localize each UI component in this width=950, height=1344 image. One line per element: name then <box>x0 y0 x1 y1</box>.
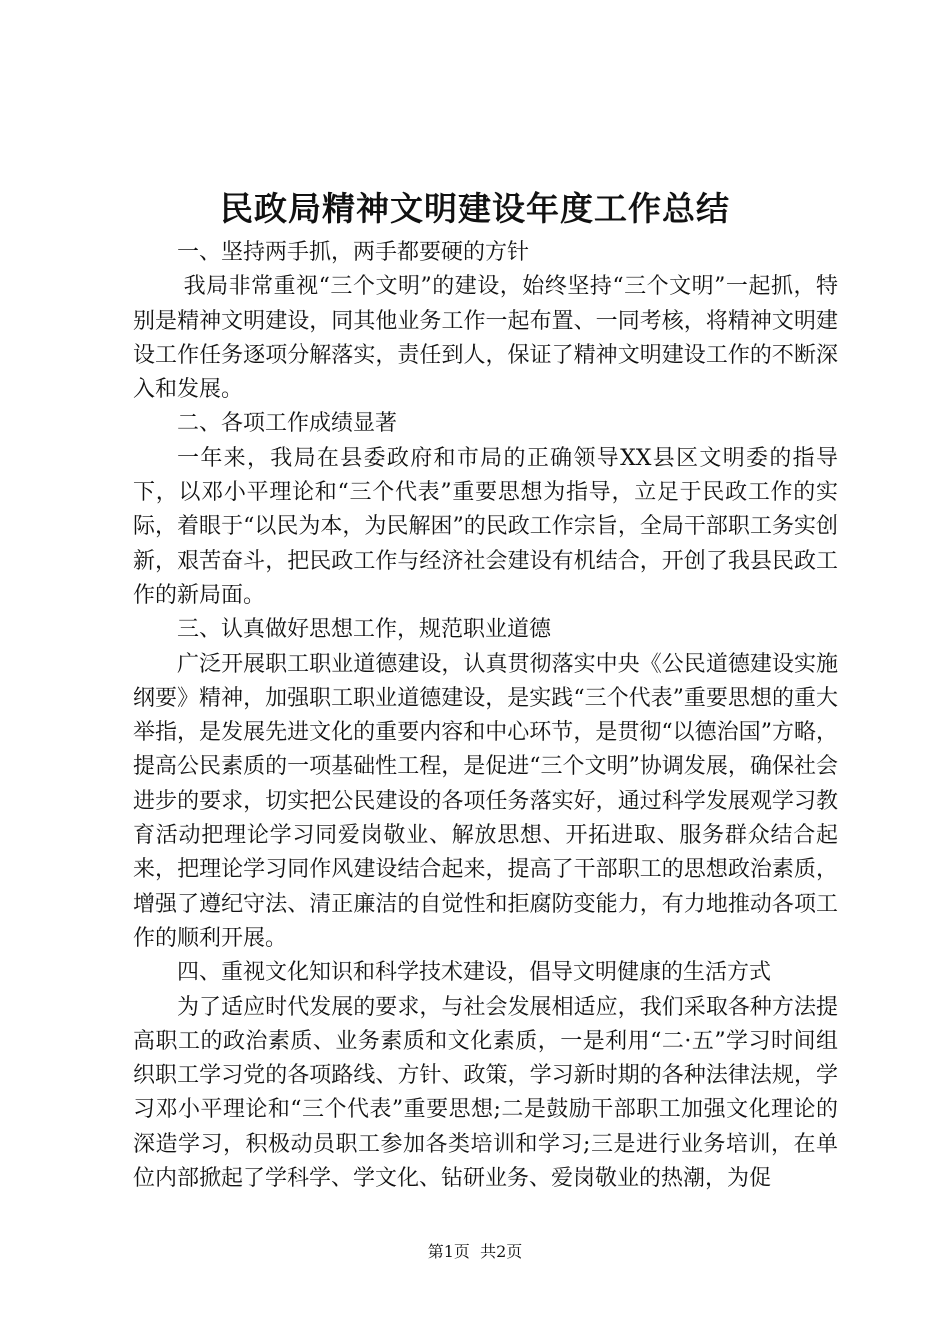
paragraph-1: 我局非常重视“三个文明”的建设，始终坚持“三个文明”一起抓，特别是精神文明建设，同其他业务工作一起布置、一同考核，将精神文明建设工作任务逐项分解落实，责任到人，保证了精神文明建设工作的不断深入和发展。 <box>133 274 838 403</box>
paragraph-4: 为了适应时代发展的要求，与社会发展相适应，我们采取各种方法提高职工的政治素质、业务素质和文化素质，一是利用“二·五”学习时间组织职工学习党的各项路线、方针、政策，学习新时期的各种法律法规，学习邓小平理论和“三个代表”重要思想;二是鼓励干部职工加强文化理论的深造学习，积极动员职工参加各类培训和学习;三是进行业务培训，在单位内部掀起了学科学、学文化、钻研业务、爱岗敬业的热潮，为促 <box>133 994 838 1192</box>
section-heading-4: 四、重视文化知识和科学技术建设，倡导文明健康的生活方式 <box>177 960 772 986</box>
page-footer <box>0 1241 950 1263</box>
section-heading-2: 二、各项工作成绩显著 <box>177 411 398 437</box>
section-heading-1: 一、坚持两手抓，两手都要硬的方针 <box>177 240 530 265</box>
document-body <box>133 236 838 1196</box>
section-heading-3: 三、认真做好思想工作，规范职业道德 <box>177 617 552 643</box>
document-title: 民政局精神文明建设年度工作总结 <box>220 189 730 228</box>
page-number: 第1页 <box>427 1242 470 1261</box>
paragraph-2: 一年来，我局在县委政府和市局的正确领导XX县区文明委的指导下，以邓小平理论和“三个代表”重要思想为指导，立足于民政工作的实际，着眼于“以民为本，为民解困”的民政工作宗旨，全局干部职工务实创新，艰苦奋斗，把民政工作与经济社会建设有机结合，开创了我县民政工作的新局面。 <box>133 445 838 608</box>
footer-separator <box>470 1242 480 1261</box>
paragraph-3: 广泛开展职工职业道德建设，认真贯彻落实中央《公民道德建设实施纲要》精神，加强职工职业道德建设，是实践“三个代表”重要思想的重大举指，是发展先进文化的重要内容和中心环节，是贯彻“以德治国”方略，提高公民素质的一项基础性工程，是促进“三个文明”协调发展，确保社会进步的要求，切实把公民建设的各项任务落实好，通过科学发展观学习教育活动把理论学习同爱岗敬业、解放思想、开拓进取、服务群众结合起来，把理论学习同作风建设结合起来，提高了干部职工的思想政治素质，增强了遵纪守法、清正廉洁的自觉性和拒腐防变能力，有力地推动各项工作的顺利开展。 <box>133 651 838 951</box>
page-total: 共2页 <box>480 1242 523 1261</box>
